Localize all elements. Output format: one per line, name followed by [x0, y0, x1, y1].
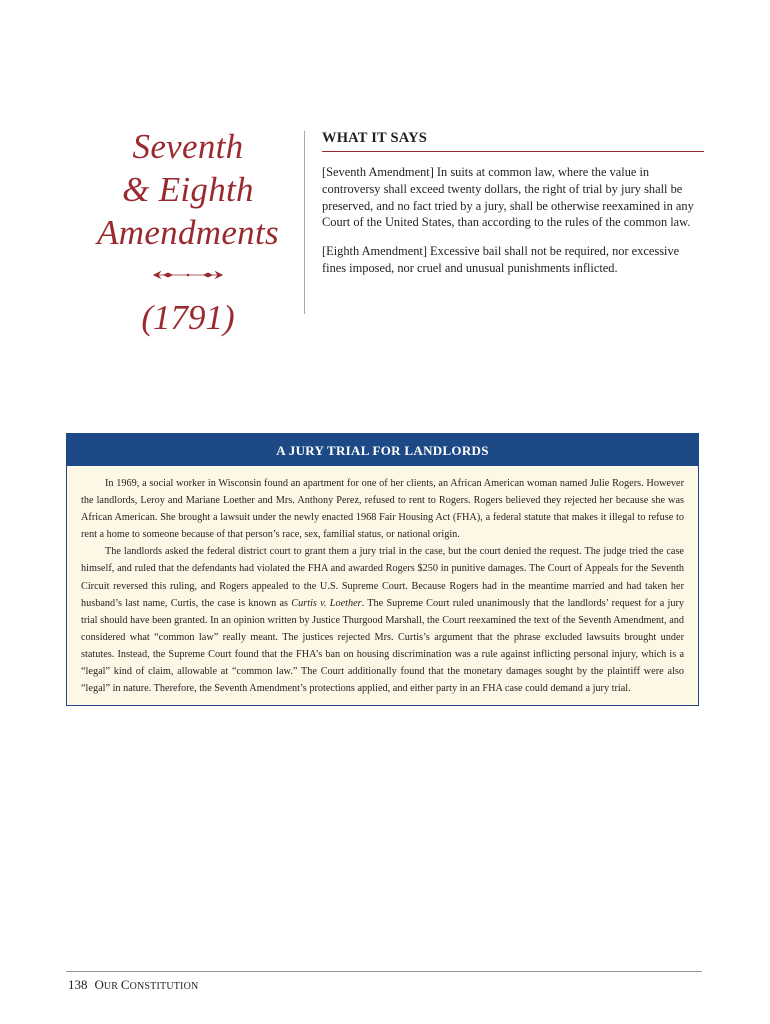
- page-footer: [68, 977, 198, 993]
- book-title-initial-2: C: [120, 977, 130, 992]
- case-name: Curtis v. Loether: [291, 597, 362, 609]
- flourish-divider-icon: [88, 268, 288, 282]
- title-line-amendments: Amendments: [97, 213, 279, 252]
- case-paragraph-2: [81, 543, 684, 697]
- eighth-amendment-text: [Eighth Amendment] Excessive bail shall not be required, nor excessive fines imposed, nor cruel and unusual punishments inflicted.: [322, 244, 680, 275]
- case-paragraph-2-end: . The Supreme Court ruled unanimously that the landlords’ request for a jury trial should have been granted. In an opinion written by Justice Thurgood Marshall, the Court reexamined the text of the Seventh Amendment, and considered what “common law” really meant. The justices rejected Mrs. Curtis’s argument that the phrase excluded lawsuits brought under statutes. Instead, the Supreme Court found that the FHA’s ban on housing discrimination was a rule against inflicting personal injury, which is a “legal” kind of claim, allowable at “common law.” The Court additionally found that the monetary damages sought by the plaintiff were also “legal” in nature. Therefore, the Seventh Amendment’s protections applied, and either party in an FHA case could demand a jury trial.: [81, 597, 685, 695]
- seventh-amendment-text: [Seventh Amendment] In suits at common law, where the value in controversy shall exceed twenty dollars, the right of trial by jury shall be preserved, and no fact tried by a jury, shall be otherwise reexamined in any Court of the United States, than according to the rules of the common law.: [322, 165, 694, 230]
- title-line-eighth: & Eighth: [122, 170, 254, 209]
- page-number: 138: [68, 977, 88, 992]
- book-title-rest-2: ONSTITUTION: [129, 981, 199, 992]
- case-sidebar-title: A JURY TRIAL FOR LANDLORDS: [67, 434, 698, 466]
- book-title-rest-1: UR: [103, 981, 121, 992]
- case-paragraph-1: In 1969, a social worker in Wisconsin found an apartment for one of her clients, an African American woman named Julie Rogers. However the landlords, Leroy and Mariane Loether and Mrs. Anthony Perez, refused to rent to Rogers. Rogers believed they rejected her because she was African American. She brought a lawsuit under the newly enacted 1968 Fair Housing Act (FHA), a federal statute that makes it illegal to refuse to rent a home to someone because of that person’s race, sex, familial status, or national origin.: [81, 478, 684, 541]
- case-sidebar-box: [66, 433, 699, 706]
- vertical-divider: [304, 131, 305, 314]
- footer-rule: [66, 971, 702, 972]
- case-sidebar-body: [67, 466, 698, 697]
- book-title-initial-1: O: [94, 977, 104, 992]
- what-it-says-heading: WHAT IT SAYS: [322, 130, 704, 152]
- amendment-year: (1791): [141, 298, 235, 337]
- what-it-says-section: [322, 130, 704, 277]
- case-paragraph-2-start: The landlords asked the federal district court to grant them a jury trial in the case, but the court denied the request. The judge tried the case himself, and ruled that the defendants had violated the FHA and awarded Rogers $250 in punitive damages. The Court of Appeals for the Seventh Circuit reversed this ruling, and Rogers appealed to the U.S. Supreme Court. Because Rogers had in the meantime married and had taken her husband’s last name, Curtis, the case is known as: [81, 546, 684, 609]
- title-line-seventh: Seventh: [132, 127, 244, 166]
- chapter-title-block: [88, 125, 288, 338]
